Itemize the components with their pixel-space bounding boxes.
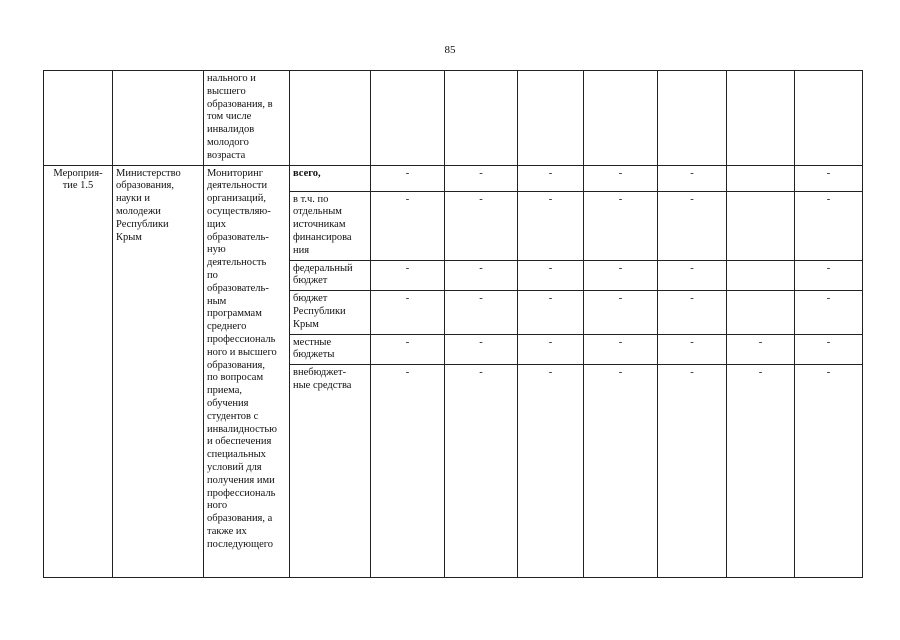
continuation-value-cell — [727, 71, 795, 166]
funding-value-cell: - — [371, 260, 445, 291]
funding-source-cell — [290, 260, 371, 291]
funding-value-cell: - — [584, 165, 658, 191]
funding-value-cell: - — [658, 191, 727, 260]
funding-value-cell — [727, 165, 795, 191]
continuation-description-text: нального и высшего образования, в том числе инвалидов молодого возраста — [207, 73, 273, 161]
funding-source-label: бюджет Республики Крым — [293, 293, 346, 330]
funding-value-cell: - — [445, 365, 518, 578]
funding-value-cell: - — [584, 365, 658, 578]
funding-value-cell: - — [371, 165, 445, 191]
funding-value-cell — [727, 291, 795, 334]
funding-source-label: местные бюджеты — [293, 336, 335, 361]
funding-value-cell: - — [727, 365, 795, 578]
funding-value-cell: - — [518, 334, 584, 365]
funding-value-cell: - — [584, 334, 658, 365]
activity-code-cell — [44, 165, 113, 578]
funding-value-cell: - — [727, 334, 795, 365]
funding-source-cell — [290, 334, 371, 365]
funding-value-cell: - — [795, 291, 863, 334]
continuation-source-cell — [290, 71, 371, 166]
funding-value-cell: - — [445, 165, 518, 191]
funding-source-cell — [290, 365, 371, 578]
funding-value-cell: - — [584, 291, 658, 334]
continuation-description-cell — [204, 71, 290, 166]
continuation-executor-cell — [113, 71, 204, 166]
funding-value-cell: - — [795, 334, 863, 365]
funding-source-cell — [290, 291, 371, 334]
continuation-code-cell — [44, 71, 113, 166]
funding-value-cell — [727, 191, 795, 260]
funding-value-cell: - — [371, 291, 445, 334]
funding-value-cell: - — [584, 260, 658, 291]
funding-source-label: всего, — [293, 167, 321, 179]
program-funding-table — [43, 70, 863, 578]
continuation-value-cell — [371, 71, 445, 166]
funding-value-cell: - — [445, 260, 518, 291]
funding-value-cell: - — [658, 334, 727, 365]
funding-value-cell: - — [445, 334, 518, 365]
funding-value-cell — [727, 260, 795, 291]
funding-value-cell: - — [795, 165, 863, 191]
funding-value-cell: - — [371, 334, 445, 365]
activity-code: Мероприя- тие 1.5 — [53, 167, 103, 192]
funding-value-cell: - — [795, 365, 863, 578]
continuation-value-cell — [584, 71, 658, 166]
funding-value-cell: - — [795, 260, 863, 291]
funding-value-cell: - — [658, 291, 727, 334]
funding-value-cell: - — [445, 191, 518, 260]
page-number: 85 — [444, 44, 456, 56]
funding-source-label: в т.ч. по отдельным источникам финансирова ния — [293, 193, 352, 256]
continuation-value-cell — [445, 71, 518, 166]
funding-value-cell: - — [445, 291, 518, 334]
continuation-row — [44, 71, 863, 166]
continuation-value-cell — [795, 71, 863, 166]
funding-value-cell: - — [518, 165, 584, 191]
continuation-value-cell — [658, 71, 727, 166]
funding-source-label: внебюджет- ные средства — [293, 367, 352, 391]
funding-value-cell: - — [518, 260, 584, 291]
funding-source-cell — [290, 165, 371, 191]
funding-value-cell: - — [371, 191, 445, 260]
funding-value-cell: - — [584, 191, 658, 260]
funding-value-cell: - — [371, 365, 445, 578]
continuation-value-cell — [518, 71, 584, 166]
funding-value-cell: - — [518, 365, 584, 578]
funding-value-cell: - — [658, 365, 727, 578]
funding-value-cell: - — [518, 191, 584, 260]
activity-description-cell — [204, 165, 290, 578]
activity-executor-cell — [113, 165, 204, 578]
funding-source-label: федеральный бюджет — [293, 262, 353, 287]
funding-value-cell: - — [658, 260, 727, 291]
funding-source-cell — [290, 191, 371, 260]
funding-value-cell: - — [518, 291, 584, 334]
funding-value-cell: - — [658, 165, 727, 191]
activity-description: Мониторинг деятельности организаций, осуществляю- щих образователь- ную деятельность по образователь- ным программам среднего профессиональ ного и высшего образования, по вопросам приема, обучения студентов с инвалидностью и обеспечения специальных условий для получения ими профессиональ ного образования, а также их последующего — [207, 167, 278, 550]
funding-row-total — [44, 165, 863, 191]
activity-executor: Министерство образования, науки и молодежи Республики Крым — [116, 167, 181, 243]
funding-value-cell: - — [795, 191, 863, 260]
